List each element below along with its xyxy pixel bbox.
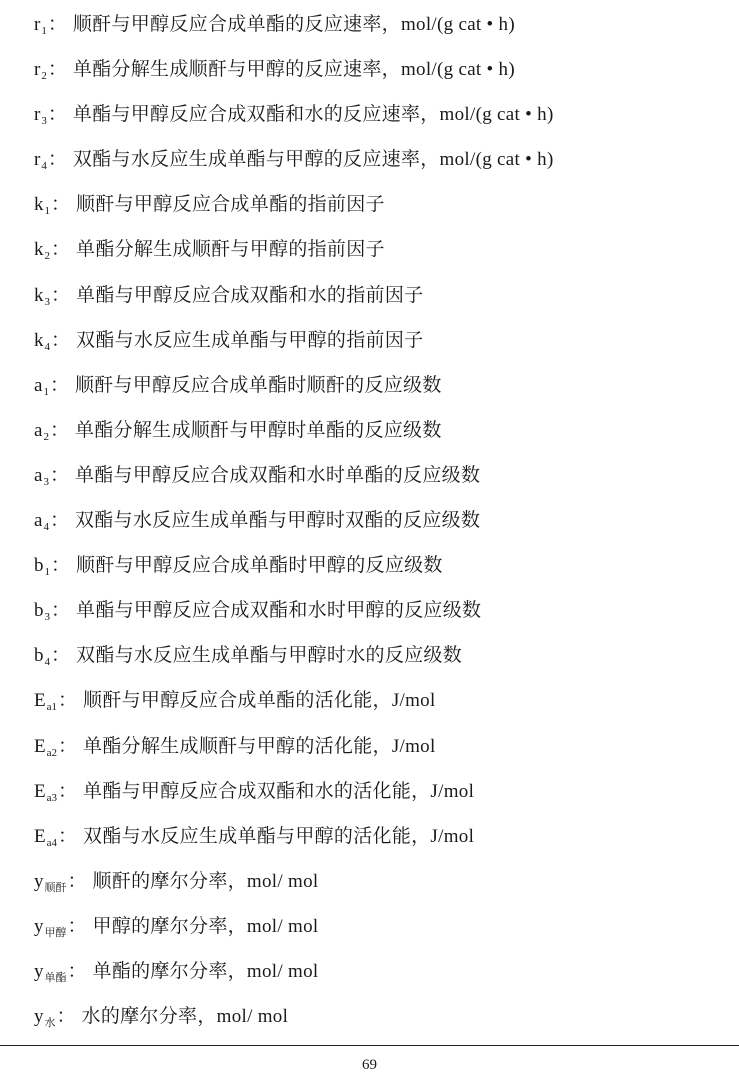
symbol-subscript: 2 bbox=[44, 250, 50, 263]
symbol-base: r bbox=[34, 149, 41, 171]
symbol bbox=[34, 867, 93, 903]
symbol bbox=[34, 506, 75, 542]
definition-row bbox=[34, 235, 734, 280]
definition-row bbox=[34, 371, 734, 416]
symbol-base: E bbox=[34, 690, 46, 712]
definition-text: 甲醇的摩尔分率，mol/ mol bbox=[92, 915, 319, 937]
symbol bbox=[34, 190, 76, 226]
definition-row bbox=[34, 55, 734, 100]
definition-text: 单酯分解生成顺酐与甲醇时单酯的反应级数 bbox=[74, 419, 442, 441]
symbol-subscript: 1 bbox=[44, 205, 50, 218]
symbol-subscript: 4 bbox=[41, 160, 47, 173]
symbol bbox=[34, 1002, 82, 1038]
symbol-base: a bbox=[34, 374, 43, 396]
symbol-separator: ： bbox=[47, 14, 67, 35]
symbol-base: E bbox=[34, 780, 46, 802]
symbol-subscript: 4 bbox=[44, 340, 50, 353]
definition-text: 单酯分解生成顺酐与甲醇的活化能，J/mol bbox=[83, 735, 436, 757]
definition-row bbox=[34, 190, 734, 235]
definition-text: 双酯与水反应生成单酯与甲醇时双酯的反应级数 bbox=[74, 510, 481, 532]
symbol bbox=[34, 235, 76, 271]
symbol-subscript: 单酯 bbox=[44, 971, 67, 984]
symbol-subscript: a1 bbox=[46, 701, 57, 714]
symbol-separator: ： bbox=[51, 284, 71, 306]
definition-text: 单酯与甲醇反应合成双酯和水时甲醇的反应级数 bbox=[76, 600, 482, 622]
definition-row bbox=[34, 912, 734, 957]
symbol bbox=[34, 686, 83, 722]
symbol-separator: ： bbox=[49, 374, 69, 396]
symbol bbox=[34, 461, 75, 497]
definition-row bbox=[34, 732, 734, 777]
symbol bbox=[34, 100, 73, 136]
symbol-base: y bbox=[34, 960, 44, 982]
symbol-base: k bbox=[34, 239, 44, 261]
definition-text: 单酯与甲醇反应合成双酯和水的反应速率，mol/(g cat • h) bbox=[72, 104, 554, 126]
symbol bbox=[34, 551, 76, 587]
definition-text: 单酯与甲醇反应合成双酯和水的指前因子 bbox=[76, 284, 424, 306]
definition-row bbox=[34, 10, 734, 55]
definition-text: 水的摩尔分率，mol/ mol bbox=[81, 1006, 289, 1028]
symbol-separator: ： bbox=[51, 329, 71, 351]
definition-text: 单酯的摩尔分率，mol/ mol bbox=[92, 960, 319, 982]
symbol-subscript: 1 bbox=[44, 566, 50, 579]
symbol-base: y bbox=[34, 1006, 44, 1028]
definition-text: 双酯与水反应生成单酯与甲醇的活化能，J/mol bbox=[83, 825, 475, 847]
definition-text: 单酯与甲醇反应合成双酯和水的活化能，J/mol bbox=[83, 780, 475, 802]
definition-row bbox=[34, 461, 734, 506]
definition-text: 双酯与水反应生成单酯与甲醇时水的反应级数 bbox=[76, 645, 463, 667]
definition-row bbox=[34, 551, 734, 596]
symbol-subscript: 1 bbox=[43, 385, 49, 398]
symbol-base: E bbox=[34, 825, 46, 847]
symbol bbox=[34, 777, 83, 813]
symbol bbox=[34, 822, 83, 858]
symbol-base: a bbox=[34, 419, 43, 441]
definition-text: 单酯分解生成顺酐与甲醇的指前因子 bbox=[76, 239, 385, 261]
symbol-base: a bbox=[34, 510, 43, 532]
symbol-base: b bbox=[34, 600, 44, 622]
symbol-base: r bbox=[34, 14, 41, 35]
symbol-subscript: 4 bbox=[44, 656, 50, 669]
symbol-separator: ： bbox=[51, 645, 71, 667]
symbol bbox=[34, 326, 76, 362]
footer-rule bbox=[0, 1045, 739, 1046]
symbol bbox=[34, 641, 76, 677]
definition-row bbox=[34, 596, 734, 641]
definition-text: 双酯与水反应生成单酯与甲醇的指前因子 bbox=[76, 329, 424, 351]
symbol-subscript: 顺酐 bbox=[44, 881, 67, 894]
definition-row bbox=[34, 686, 734, 731]
symbol-separator: ： bbox=[51, 194, 71, 216]
definition-row bbox=[34, 100, 734, 145]
symbol bbox=[34, 596, 76, 632]
symbol-base: a bbox=[34, 464, 43, 486]
symbol-subscript: 4 bbox=[43, 521, 49, 534]
definition-row bbox=[34, 777, 734, 822]
symbol-subscript: 1 bbox=[41, 25, 47, 37]
symbol-base: r bbox=[34, 104, 41, 126]
definition-row bbox=[34, 416, 734, 461]
definition-text: 顺酐与甲醇反应合成单酯时顺酐的反应级数 bbox=[74, 374, 442, 396]
symbol-base: k bbox=[34, 329, 44, 351]
symbol-subscript: 3 bbox=[43, 475, 49, 488]
symbol bbox=[34, 912, 93, 948]
definition-row bbox=[34, 281, 734, 326]
definition-text: 顺酐与甲醇反应合成单酯的指前因子 bbox=[76, 194, 385, 216]
definition-row bbox=[34, 145, 734, 190]
definition-row bbox=[34, 822, 734, 867]
symbol bbox=[34, 732, 83, 768]
symbol-separator: ： bbox=[51, 239, 71, 261]
symbol-separator: ： bbox=[58, 735, 78, 757]
definition-list bbox=[34, 10, 734, 1047]
symbol-base: r bbox=[34, 59, 41, 81]
definition-text: 顺酐与甲醇反应合成单酯时甲醇的反应级数 bbox=[76, 555, 443, 577]
symbol-base: y bbox=[34, 915, 44, 937]
symbol-base: b bbox=[34, 645, 44, 667]
symbol bbox=[34, 55, 73, 91]
definition-row bbox=[34, 641, 734, 686]
definition-text: 顺酐的摩尔分率，mol/ mol bbox=[92, 870, 319, 892]
symbol bbox=[34, 145, 73, 181]
symbol-separator: ： bbox=[49, 510, 69, 532]
definition-row bbox=[34, 957, 734, 1002]
symbol-separator: ： bbox=[51, 600, 71, 622]
definition-row bbox=[34, 1002, 734, 1047]
symbol-subscript: a4 bbox=[46, 836, 57, 849]
symbol-subscript: a3 bbox=[46, 791, 57, 804]
definition-text: 单酯分解生成顺酐与甲醇的反应速率，mol/(g cat • h) bbox=[72, 59, 515, 81]
definition-row bbox=[34, 867, 734, 912]
symbol-separator: ： bbox=[47, 59, 67, 81]
symbol-separator: ： bbox=[56, 1006, 76, 1028]
symbol-base: k bbox=[34, 194, 44, 216]
symbol-separator: ： bbox=[58, 825, 78, 847]
symbol-base: b bbox=[34, 555, 44, 577]
symbol-subscript: 3 bbox=[44, 295, 50, 308]
definition-text: 顺酐与甲醇反应合成单酯的活化能，J/mol bbox=[83, 690, 436, 712]
symbol bbox=[34, 10, 73, 46]
definition-row bbox=[34, 506, 734, 551]
symbol bbox=[34, 281, 76, 317]
symbol-separator: ： bbox=[47, 104, 67, 126]
symbol-separator: ： bbox=[67, 870, 87, 892]
symbol-base: y bbox=[34, 870, 44, 892]
page-number: 69 bbox=[362, 1057, 377, 1073]
symbol-separator: ： bbox=[51, 555, 71, 577]
symbol-separator: ： bbox=[58, 690, 78, 712]
symbol bbox=[34, 371, 75, 407]
symbol-separator: ： bbox=[67, 960, 87, 982]
definition-text: 单酯与甲醇反应合成双酯和水时单酯的反应级数 bbox=[74, 464, 481, 486]
symbol-subscript: 2 bbox=[41, 70, 47, 83]
definition-row bbox=[34, 326, 734, 371]
definition-text: 双酯与水反应生成单酯与甲醇的反应速率，mol/(g cat • h) bbox=[72, 149, 554, 171]
symbol bbox=[34, 416, 75, 452]
symbol-subscript: 3 bbox=[44, 611, 50, 624]
symbol-subscript: 甲醇 bbox=[44, 926, 67, 939]
symbol-subscript: 3 bbox=[41, 115, 47, 128]
symbol-separator: ： bbox=[67, 915, 87, 937]
symbol-separator: ： bbox=[58, 780, 78, 802]
symbol-base: k bbox=[34, 284, 44, 306]
symbol-separator: ： bbox=[49, 419, 69, 441]
symbol-subscript: a2 bbox=[46, 746, 57, 759]
symbol-subscript: 水 bbox=[44, 1017, 56, 1030]
symbol-base: E bbox=[34, 735, 46, 757]
symbol-separator: ： bbox=[49, 464, 69, 486]
symbol bbox=[34, 957, 93, 993]
definition-text: 顺酐与甲醇反应合成单酯的反应速率，mol/(g cat • h) bbox=[72, 14, 515, 35]
symbol-separator: ： bbox=[47, 149, 67, 171]
symbol-subscript: 2 bbox=[43, 430, 49, 443]
